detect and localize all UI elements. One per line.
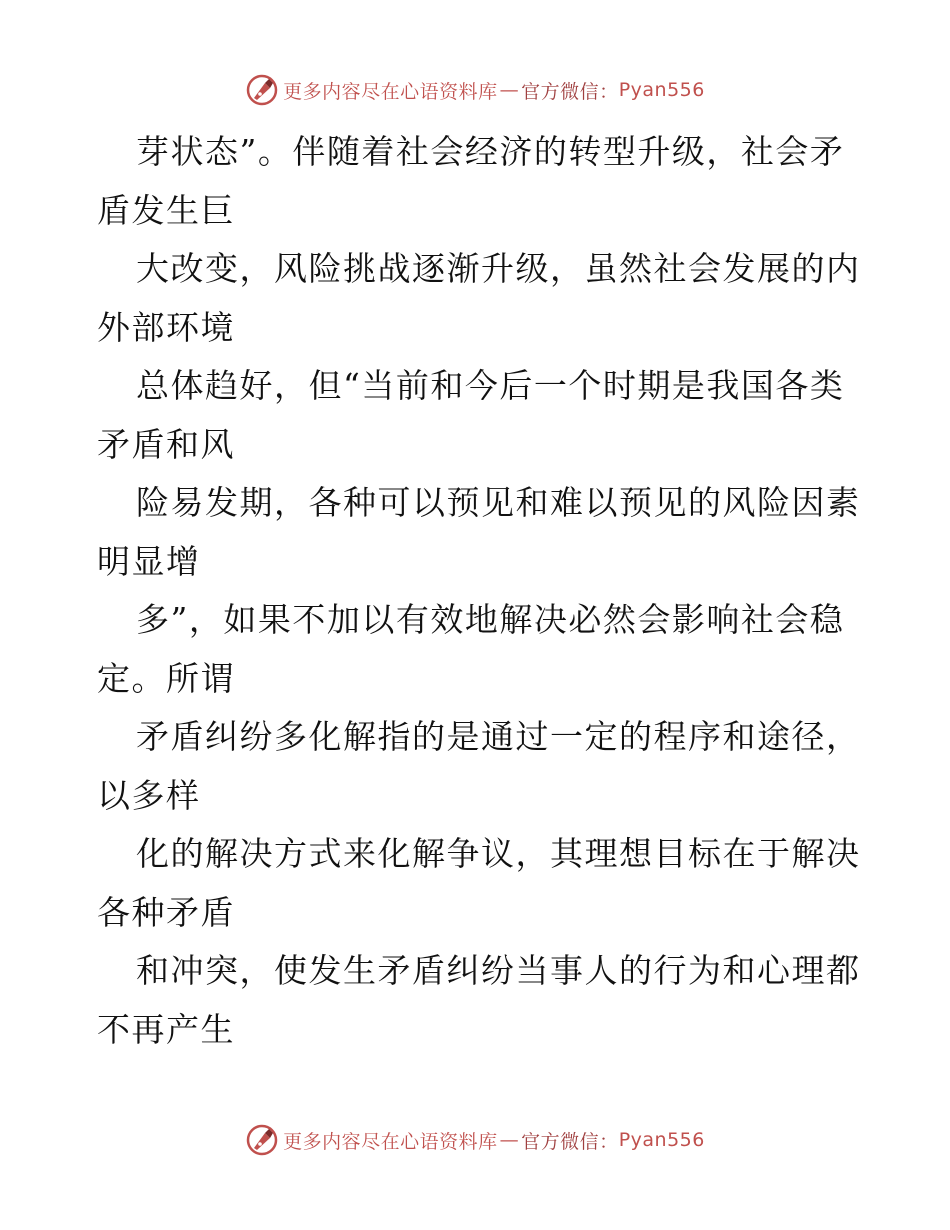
paragraph-line: 化的解决方式来化解争议，其理想目标在于解决	[136, 834, 861, 873]
paragraph-line: 外部环境	[97, 307, 235, 347]
footer-banner	[0, 1120, 950, 1160]
paragraph	[97, 123, 857, 240]
paragraph	[97, 591, 857, 708]
paragraph	[97, 240, 861, 357]
paragraph-line: 大改变，风险挑战逐渐升级，虽然社会发展的内	[136, 249, 861, 288]
paragraph	[97, 708, 861, 825]
paragraph	[97, 357, 857, 474]
paragraph-line: 定。所谓	[97, 658, 235, 698]
footer-banner-text: 更多内容尽在心语资料库	[283, 1130, 498, 1153]
header-wechat-label: 官方微信：	[521, 80, 619, 103]
header-wechat-id: Pyan556	[618, 79, 705, 101]
paragraph-line: 盾发生巨	[97, 190, 235, 230]
paragraph-line: 以多样	[97, 775, 201, 815]
header-banner-text: 更多内容尽在心语资料库	[283, 80, 498, 103]
paragraph-line: 明显增	[97, 541, 201, 581]
paragraph-line: 和冲突，使发生矛盾纠纷当事人的行为和心理都	[136, 951, 861, 990]
paragraph-line: 总体趋好，但“当前和今后一个时期是我国各类	[136, 366, 845, 405]
paragraph	[97, 825, 861, 942]
paragraph-line: 芽状态”。伴随着社会经济的转型升级，社会矛	[136, 132, 845, 171]
pen-nib-logo-icon	[245, 1123, 279, 1157]
paragraph-line: 多”，如果不加以有效地解决必然会影响社会稳	[136, 600, 845, 639]
footer-separator: —	[499, 1129, 520, 1151]
footer-wechat-id: Pyan556	[618, 1129, 705, 1151]
paragraph-line: 险易发期，各种可以预见和难以预见的风险因素	[136, 483, 861, 522]
paragraph	[97, 474, 861, 591]
paragraph-line: 矛盾纠纷多化解指的是通过一定的程序和途径，	[136, 717, 861, 756]
document-body	[97, 123, 861, 1059]
paragraph-line: 各种矛盾	[97, 892, 235, 932]
pen-nib-logo-icon	[245, 73, 279, 107]
header-banner	[0, 70, 950, 110]
paragraph-line: 矛盾和风	[97, 424, 235, 464]
paragraph-line: 不再产生	[97, 1009, 235, 1049]
paragraph	[97, 942, 861, 1059]
header-separator: —	[499, 79, 520, 101]
footer-wechat-label: 官方微信：	[521, 1130, 619, 1153]
